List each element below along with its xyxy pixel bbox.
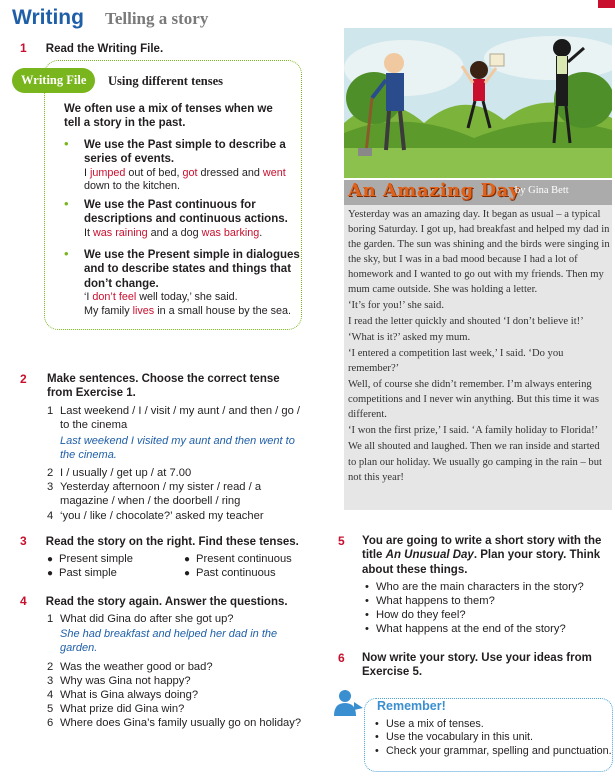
exercise-4-item: 6 Where does Gina’s family usually go on holiday?: [47, 717, 302, 729]
exercise-instruction: Read the story on the right. Find these tenses.: [45, 536, 299, 548]
item-text: Last weekend / I / visit / my aunt / and then / go / to the cinema: [60, 405, 301, 431]
exercise-number: 1: [20, 41, 27, 55]
list-item: • Check your grammar, spelling and punctuation.: [374, 745, 613, 758]
exercise-2-item-2: [47, 466, 309, 480]
exercise-4-item: 5 What prize did Gina win?: [47, 703, 185, 715]
story-paragraph: ‘I entered a competition last week,’ I said. ‘Do you remember?’: [348, 348, 564, 375]
tense-item: ● Present continuous: [184, 553, 292, 565]
story-illustration: [344, 28, 612, 178]
exercise-4-item: 3 Why was Gina not happy?: [47, 675, 191, 687]
page-header: [12, 5, 208, 31]
exercise-5-list: [364, 580, 614, 636]
exercise-instruction: Read the Writing File.: [45, 43, 164, 55]
family-garden-illustration: [344, 28, 612, 178]
rule-text: We use the Present simple in dialogues and to describe states and things that don’t change.: [84, 249, 300, 290]
page-title: Writing: [12, 6, 84, 29]
writing-file-tag: [12, 68, 95, 93]
list-item: • Use the vocabulary in this unit.: [374, 731, 613, 744]
story-text: [348, 207, 610, 486]
bullet-icon: •: [64, 246, 69, 261]
rule-example: It was raining and a dog was barking.: [84, 226, 263, 239]
corner-tab: [598, 0, 615, 8]
exercise-3: [20, 534, 299, 549]
item-number: 1: [47, 613, 54, 625]
story-byline: by Gina Bett: [515, 185, 569, 196]
exercise-number: 3: [20, 534, 27, 548]
rule-example: My family lives in a small house by the sea.: [84, 304, 292, 317]
list-item: • How do they feel?: [364, 608, 614, 622]
story-paragraph: I read the letter quickly and shouted ‘I don’t believe it!’: [348, 316, 584, 328]
writing-file-heading: Using different tenses: [108, 74, 224, 88]
rule-past-simple: [64, 138, 296, 194]
exercise-1: [20, 41, 163, 56]
item-text: Yesterday afternoon / my sister / read / a magazine / when / the doorbell / ring: [60, 481, 262, 507]
exercise-number: 6: [338, 651, 345, 665]
exercise-instruction: Read the story again. Answer the questions.: [45, 596, 288, 608]
exercise-number: 4: [20, 594, 27, 608]
page-subtitle: Telling a story: [105, 9, 209, 28]
exercise-2: [20, 372, 305, 401]
item-number: 2: [47, 467, 54, 479]
tense-item: ● Past simple: [47, 567, 117, 579]
bullet-icon: •: [64, 196, 69, 211]
writing-file-tag-label: Writing File: [21, 73, 87, 87]
rule-example: I jumped out of bed, got dressed and went down to the kitchen.: [84, 166, 286, 193]
exercise-2-item-1: [47, 404, 309, 432]
exercise-6: [338, 651, 615, 680]
rule-example: ‘I don’t feel well today,’ she said.: [84, 291, 238, 304]
exercise-instruction: Now write your story. Use your ideas from Exercise 5.: [362, 652, 592, 679]
item-number: 1: [47, 405, 54, 417]
exercise-instruction: You are going to write a short story with the title An Unusual Day. Plan your story. Think about these things.: [362, 535, 602, 576]
rule-text: We use the Past simple to describe a series of events.: [84, 139, 286, 166]
user-icon: [333, 688, 363, 722]
exercise-2-item-4: [47, 509, 309, 523]
rule-present-simple: [64, 248, 300, 318]
rule-text: We use the Past continuous for descriptions and continuous actions.: [84, 199, 288, 226]
story-paragraph: ‘It’s for you!’ she said.: [348, 300, 445, 312]
tense-item: ● Present simple: [47, 553, 133, 565]
exercise-4-item: 4 What is Gina always doing?: [47, 689, 199, 701]
item-number: 3: [47, 481, 54, 493]
story-paragraph: ‘I won the first prize,’ I said. ‘A family holiday to Florida!’: [348, 425, 599, 437]
item-text: ‘you / like / chocolate?’ asked my teacher: [60, 510, 264, 522]
remember-title: Remember!: [377, 699, 446, 713]
list-item: • Use a mix of tenses.: [374, 718, 613, 731]
bullet-icon: •: [64, 136, 69, 151]
story-paragraph: ‘What is it?’ asked my mum.: [348, 332, 471, 344]
tense-item: ● Past continuous: [184, 567, 276, 579]
rule-past-continuous: [64, 198, 296, 240]
exercise-5: [338, 534, 615, 577]
exercise-4: [20, 594, 288, 609]
exercise-4-item-1: [47, 612, 234, 626]
writing-file-intro: We often use a mix of tenses when we tell a story in the past.: [64, 103, 273, 130]
item-text: What did Gina do after she got up?: [60, 613, 234, 625]
exercise-number: 5: [338, 534, 345, 548]
story-title: An Amazing Day: [348, 180, 520, 201]
list-item: • Who are the main characters in the story?: [364, 580, 614, 594]
exercise-4-items: [47, 660, 312, 730]
list-item: • What happens at the end of the story?: [364, 622, 614, 636]
list-item: • What happens to them?: [364, 594, 614, 608]
item-number: 4: [47, 510, 54, 522]
exercise-2-item-3: [47, 480, 297, 508]
story-paragraph: Yesterday was an amazing day. It began as usual – a typical boring Saturday. I got up, had breakfast and helped my dad in the garden. The sun was shining and the birds were singing in the sky, but I was in a bad mood because I had a lot of homework and I wanted to go out with my friends. Then my mum came outside. She was holding a letter.: [348, 209, 610, 296]
exercise-number: 2: [20, 372, 27, 386]
example-answer: Last weekend I visited my aunt and then went to the cinema.: [60, 435, 295, 461]
remember-list: [374, 718, 613, 758]
exercise-instruction: Make sentences. Choose the correct tense from Exercise 1.: [47, 373, 280, 400]
example-answer: She had breakfast and helped her dad in the garden.: [60, 628, 278, 654]
exercise-4-item: 2 Was the weather good or bad?: [47, 661, 213, 673]
story-paragraph: We all shouted and laughed. Then we ran inside and started to plan our holiday. We usually go camping in the rain – but not this year!: [348, 441, 602, 483]
story-paragraph: Well, of course she didn’t remember. I’m always entering competitions and I never win anything. But this time it was different.: [348, 379, 599, 421]
item-text: I / usually / get up / at 7.00: [60, 467, 192, 479]
